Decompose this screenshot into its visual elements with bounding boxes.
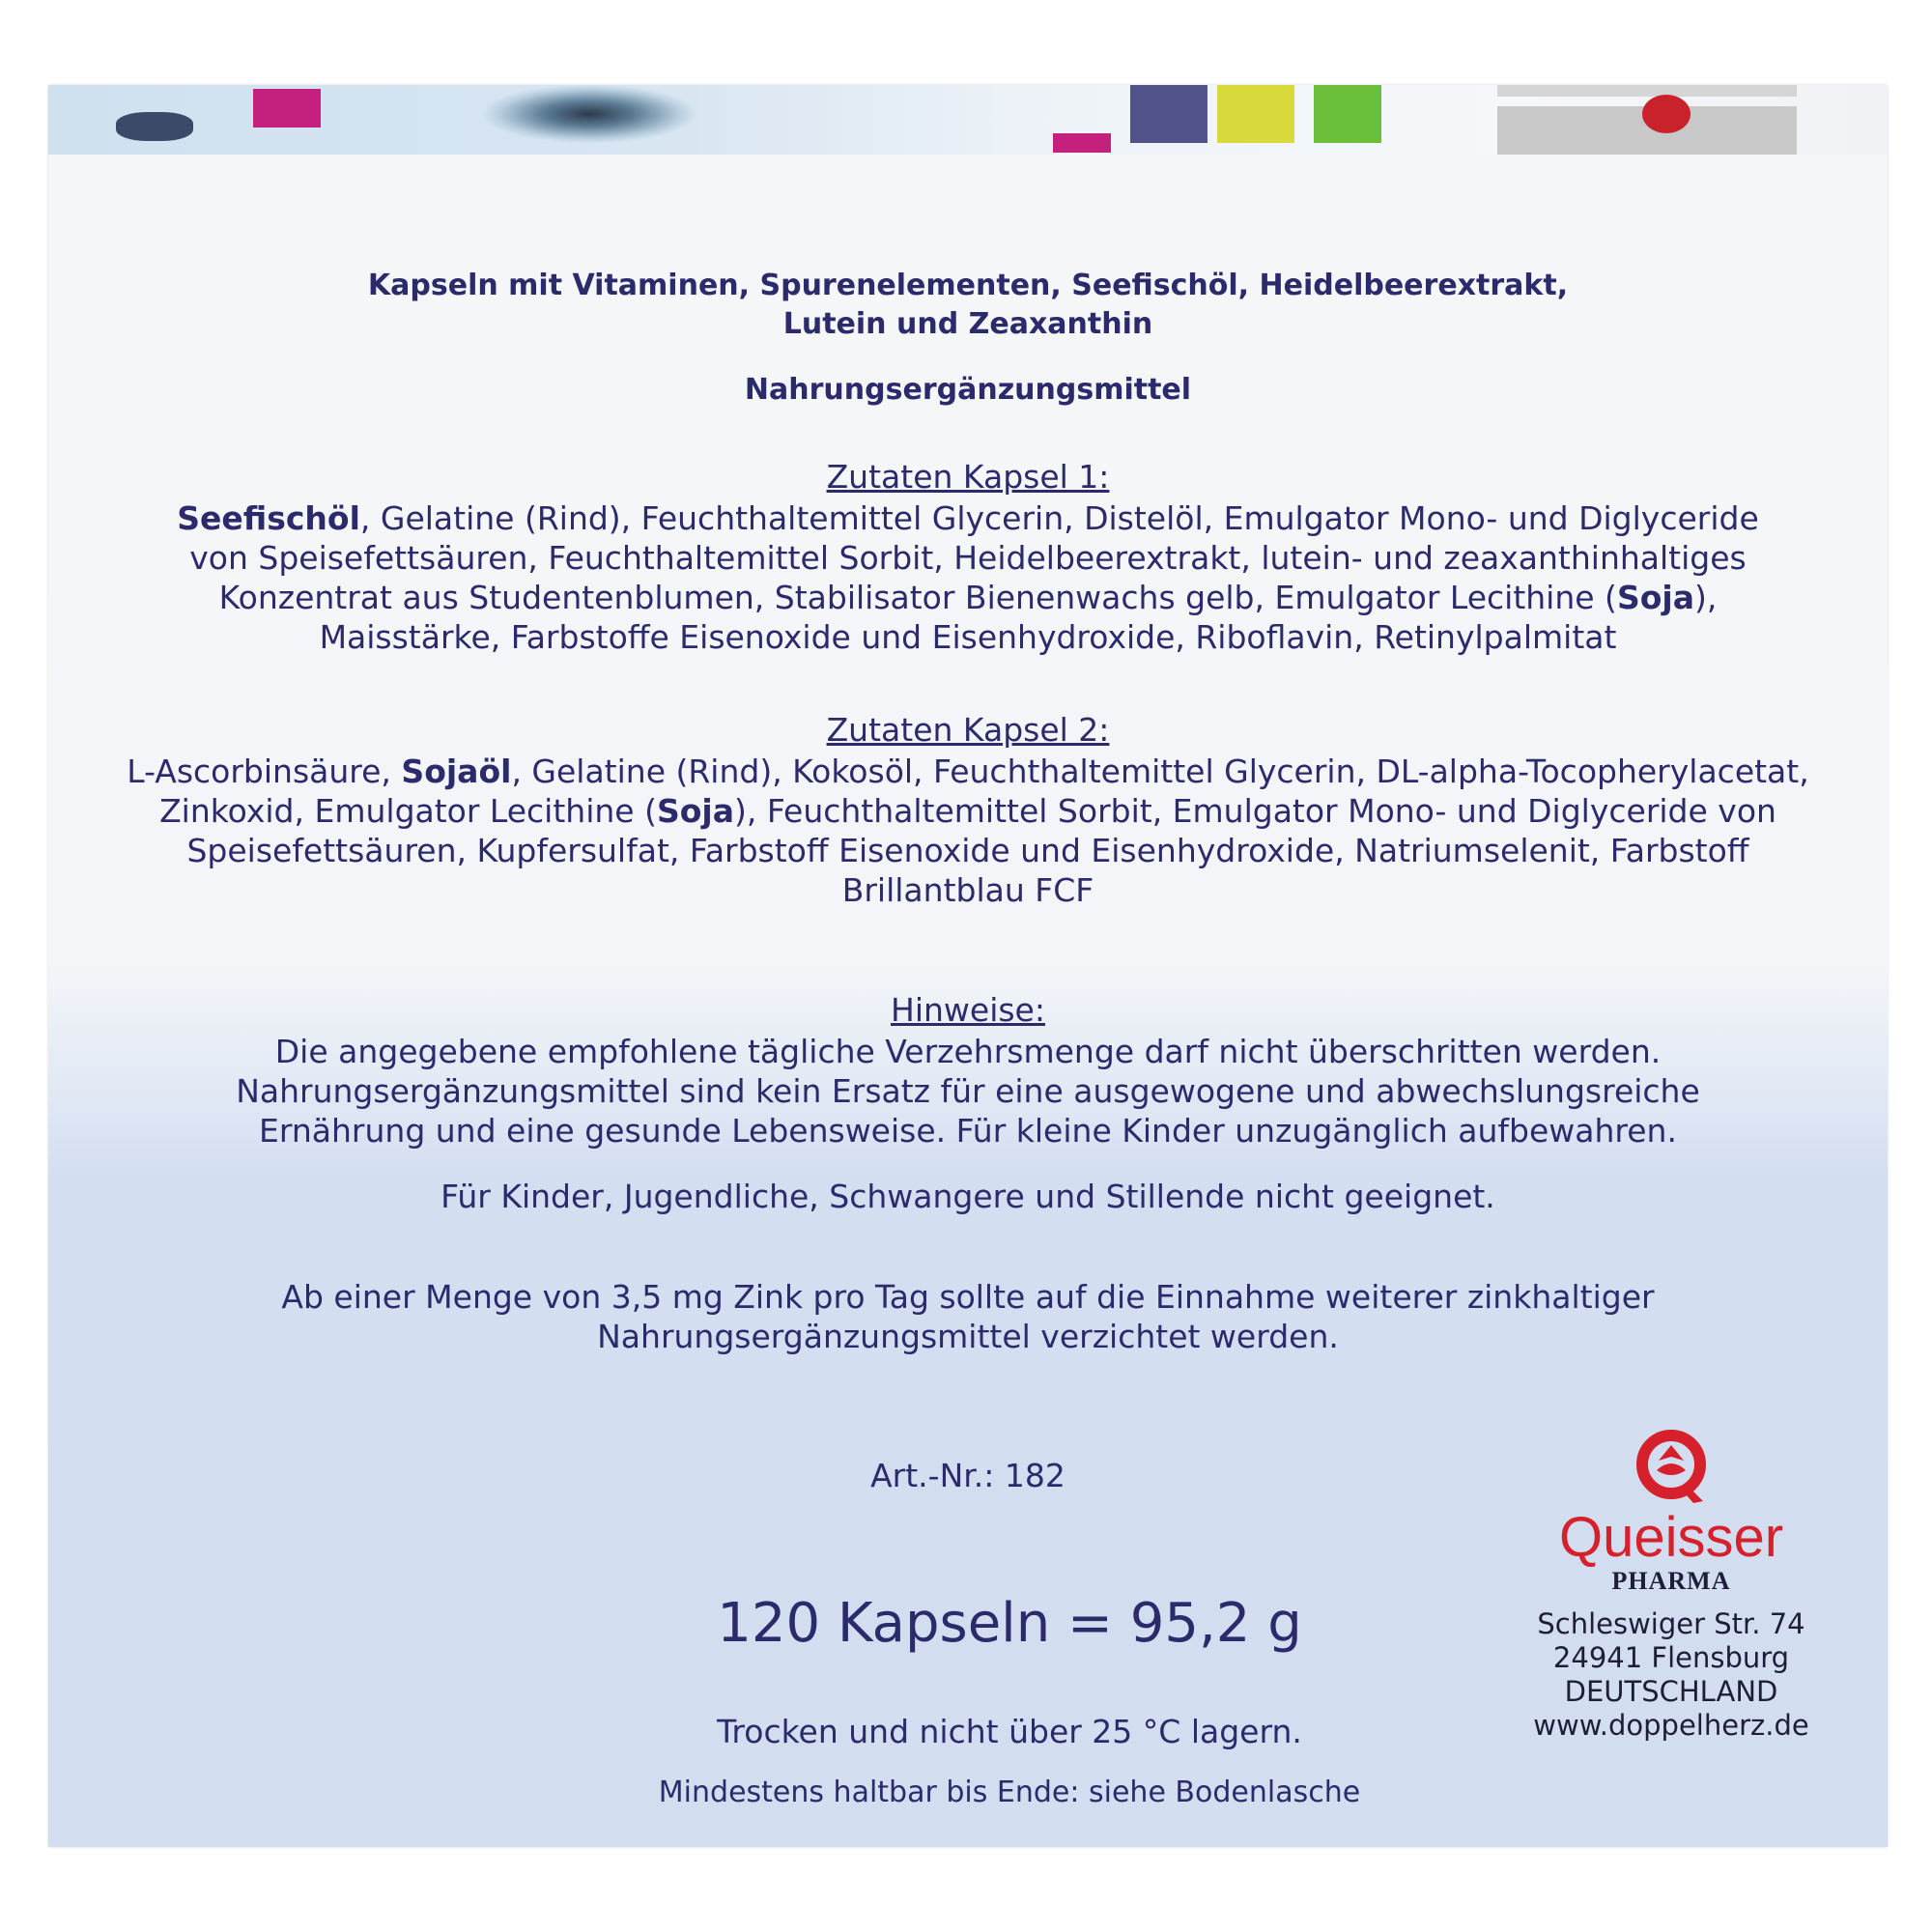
- capsule-1-line-2: von Speisefettsäuren, Feuchthaltemittel Sorbit, Heidelbeerextrakt, lutein- und zeaxanthinhaltiges: [189, 539, 1747, 577]
- description-line-1: Kapseln mit Vitaminen, Spurenelementen, Seefischöl, Heidelbeerextrakt,: [367, 269, 1569, 302]
- red-heart: [1642, 95, 1690, 133]
- capsule-1-line-3: Konzentrat aus Studentenblumen, Stabilisator Bienenwachs gelb, Emulgator Lecithine (Soja),: [218, 579, 1718, 616]
- eye-image: [483, 85, 696, 143]
- grey-bar: [1497, 85, 1797, 97]
- capsule-1-heading: Zutaten Kapsel 1:: [826, 458, 1110, 496]
- dark-panel: [1130, 85, 1208, 143]
- allergen-soy: Soja: [1616, 579, 1694, 616]
- brand-name: Queisser: [1558, 1506, 1784, 1569]
- storage-instructions: Trocken und nicht über 25 °C lagern.: [717, 1713, 1302, 1750]
- capsule-1-line-4: Maisstärke, Farbstoffe Eisenoxide und Eisenhydroxide, Riboflavin, Retinylpalmitat: [319, 618, 1617, 656]
- magenta-tag: [1053, 133, 1111, 153]
- yellow-panel: [1217, 85, 1294, 143]
- product-category: Nahrungsergänzungsmittel: [744, 373, 1192, 407]
- capsule-1-section: [48, 456, 1888, 657]
- allergen-soy-oil: Sojaöl: [401, 753, 512, 790]
- not-suitable-warning: Für Kinder, Jugendliche, Schwangere und Stillende nicht geeignet.: [440, 1178, 1495, 1215]
- zinc-warning: [48, 1277, 1888, 1356]
- quantity: 120 Kapseln = 95,2 g: [717, 1592, 1302, 1655]
- capsule-2-section: [48, 709, 1888, 910]
- zinc-line-2: Nahrungsergänzungsmittel verzichtet werden.: [597, 1318, 1339, 1355]
- capsule-2-line-3: Speisefettsäuren, Kupfersulfat, Farbstoff Eisenoxide und Eisenhydroxide, Natriumselenit, Farbstoff: [186, 832, 1749, 869]
- address-city: 24941 Flensburg: [1552, 1641, 1790, 1674]
- capsule-1-ingredients: [48, 498, 1888, 657]
- manufacturer-block: [1488, 1428, 1855, 1743]
- notes-section: [48, 989, 1888, 1151]
- product-description: [48, 267, 1888, 344]
- zinc-line-1: Ab einer Menge von 3,5 mg Zink pro Tag sollte auf die Einnahme weiterer zinkhaltiger: [281, 1278, 1655, 1316]
- notes-heading: Hinweise:: [891, 991, 1045, 1029]
- notes-text: [48, 1032, 1888, 1151]
- capsule-1-line-1: Seefischöl, Gelatine (Rind), Feuchthaltemittel Glycerin, Distelöl, Emulgator Mono- und Diglyceride: [177, 499, 1759, 537]
- description-line-2: Lutein und Zeaxanthin: [782, 307, 1153, 341]
- article-number: Art.-Nr.: 182: [870, 1457, 1065, 1494]
- notes-line-1: Die angegebene empfohlene tägliche Verzehrsmenge darf nicht überschritten werden.: [274, 1033, 1662, 1070]
- berry-image: [116, 112, 193, 141]
- address-street: Schleswiger Str. 74: [1537, 1607, 1805, 1640]
- capsule-2-line-4: Brillantblau FCF: [841, 871, 1094, 909]
- notes-line-2: Nahrungsergänzungsmittel sind kein Ersatz für eine ausgewogene und abwechslungsreiche: [236, 1072, 1700, 1110]
- allergen-fish-oil: Seefischöl: [177, 499, 360, 537]
- magenta-label: [253, 89, 321, 128]
- capsule-2-line-2: Zinkoxid, Emulgator Lecithine (Soja), Feuchthaltemittel Sorbit, Emulgator Mono- und Diglyceride von: [159, 792, 1776, 830]
- address-country: DEUTSCHLAND: [1564, 1675, 1778, 1708]
- brand-sub: PHARMA: [1611, 1567, 1731, 1595]
- website: www.doppelherz.de: [1533, 1709, 1809, 1742]
- capsule-2-line-1: L-Ascorbinsäure, Sojaöl, Gelatine (Rind), Kokosöl, Feuchthaltemittel Glycerin, DL-alpha-Tocopherylacetat,: [127, 753, 1809, 790]
- best-before-note: Mindestens haltbar bis Ende: siehe Bodenlasche: [658, 1776, 1361, 1809]
- queisser-logo-icon: [1628, 1428, 1715, 1505]
- capsule-2-ingredients: [48, 752, 1888, 910]
- green-panel: [1314, 85, 1381, 143]
- top-flap-strip: [48, 85, 1888, 155]
- capsule-2-heading: Zutaten Kapsel 2:: [826, 711, 1110, 749]
- notes-line-3: Ernährung und eine gesunde Lebensweise. Für kleine Kinder unzugänglich aufbewahren.: [259, 1112, 1677, 1150]
- allergen-soy: Soja: [656, 792, 734, 830]
